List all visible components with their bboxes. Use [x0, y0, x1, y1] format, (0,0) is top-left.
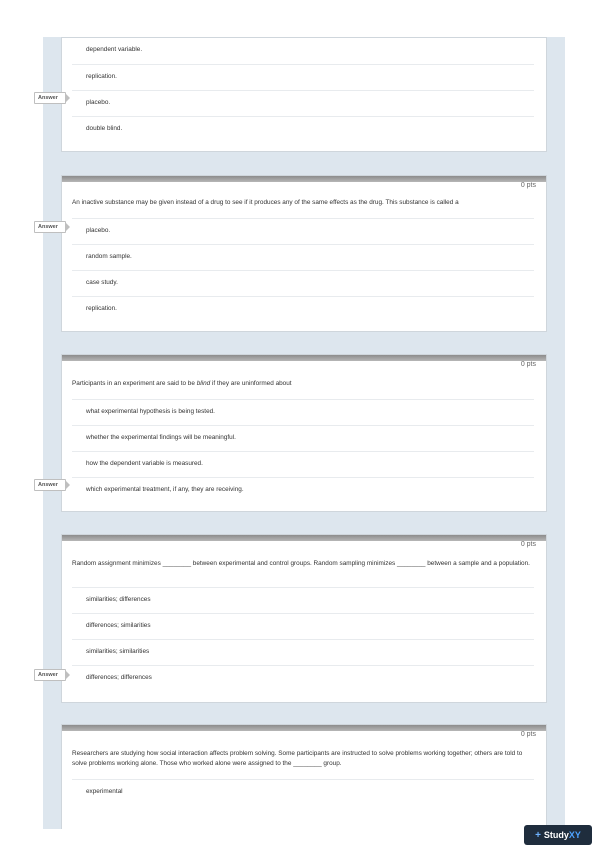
points-label: 0 pts	[520, 182, 536, 189]
option-text: random sample.	[86, 253, 132, 260]
question-text: Researchers are studying how social interaction affects problem solving. Some participants are instructed to solve problems working together; others are told to solve problems working alone. Those who worked alone were assigned to the ________ group.	[72, 750, 523, 767]
question-card-2	[61, 175, 547, 332]
option-text: double blind.	[86, 125, 123, 132]
option-text: replication.	[86, 73, 117, 80]
points-label: 0 pts	[520, 731, 536, 738]
question-card-5	[61, 724, 547, 829]
option-row	[72, 90, 534, 116]
question-text: Random assignment minimizes ________ between experimental and control groups. Random sampling minimizes ________ between a sample and a population.	[72, 560, 530, 567]
question-card-4	[61, 534, 547, 703]
option-text: differences; similarities	[86, 622, 151, 629]
plus-icon: +	[535, 829, 541, 841]
question-text-part: if they are uninformed about	[210, 380, 292, 387]
question-text: An inactive substance may be given instead of a drug to see if it produces any of the same effects as the drug. This substance is called a	[72, 199, 459, 206]
studyxy-logo	[524, 825, 592, 845]
answer-flag: Answer	[34, 669, 66, 681]
option-row	[72, 613, 534, 639]
question-header-bar	[62, 355, 546, 361]
option-text: placebo.	[86, 99, 111, 106]
question-header-bar	[62, 535, 546, 541]
option-text: what experimental hypothesis is being tested.	[86, 408, 215, 415]
points-label: 0 pts	[520, 361, 536, 368]
option-text: how the dependent variable is measured.	[86, 460, 203, 467]
option-row	[72, 477, 534, 503]
question-header-bar	[62, 176, 546, 182]
option-row	[72, 218, 534, 244]
option-row	[72, 270, 534, 296]
option-row	[72, 64, 534, 90]
option-row	[72, 296, 534, 322]
option-row	[72, 244, 534, 270]
option-row	[72, 451, 534, 477]
answer-flag: Answer	[34, 479, 66, 491]
question-text-emphasis: blind	[196, 380, 211, 387]
logo-text-accent: XY	[568, 830, 581, 840]
option-row	[72, 399, 534, 425]
logo-text: Study	[543, 830, 569, 840]
option-text: placebo.	[86, 227, 111, 234]
question-card-3	[61, 354, 547, 512]
question-header-bar	[62, 725, 546, 731]
option-row	[72, 587, 534, 613]
option-row	[72, 116, 534, 142]
option-text: case study.	[86, 279, 118, 286]
option-text: replication.	[86, 305, 117, 312]
option-text: which experimental treatment, if any, they are receiving.	[86, 486, 244, 493]
option-text: whether the experimental findings will be meaningful.	[86, 434, 236, 441]
question-text	[72, 379, 534, 389]
question-text-part: Participants in an experiment are said to be	[72, 380, 197, 387]
option-row	[72, 425, 534, 451]
option-text: dependent variable.	[86, 46, 143, 53]
answer-flag: Answer	[34, 92, 66, 104]
points-label: 0 pts	[520, 541, 536, 548]
option-text: differences; differences	[86, 674, 152, 681]
option-text: similarities; differences	[86, 596, 151, 603]
option-row	[72, 38, 534, 64]
question-card-1	[61, 37, 547, 152]
option-text: experimental	[86, 788, 123, 795]
option-text: similarities; similarities	[86, 648, 150, 655]
answer-flag: Answer	[34, 221, 66, 233]
option-row	[72, 779, 534, 805]
option-row	[72, 665, 534, 691]
option-row	[72, 639, 534, 665]
